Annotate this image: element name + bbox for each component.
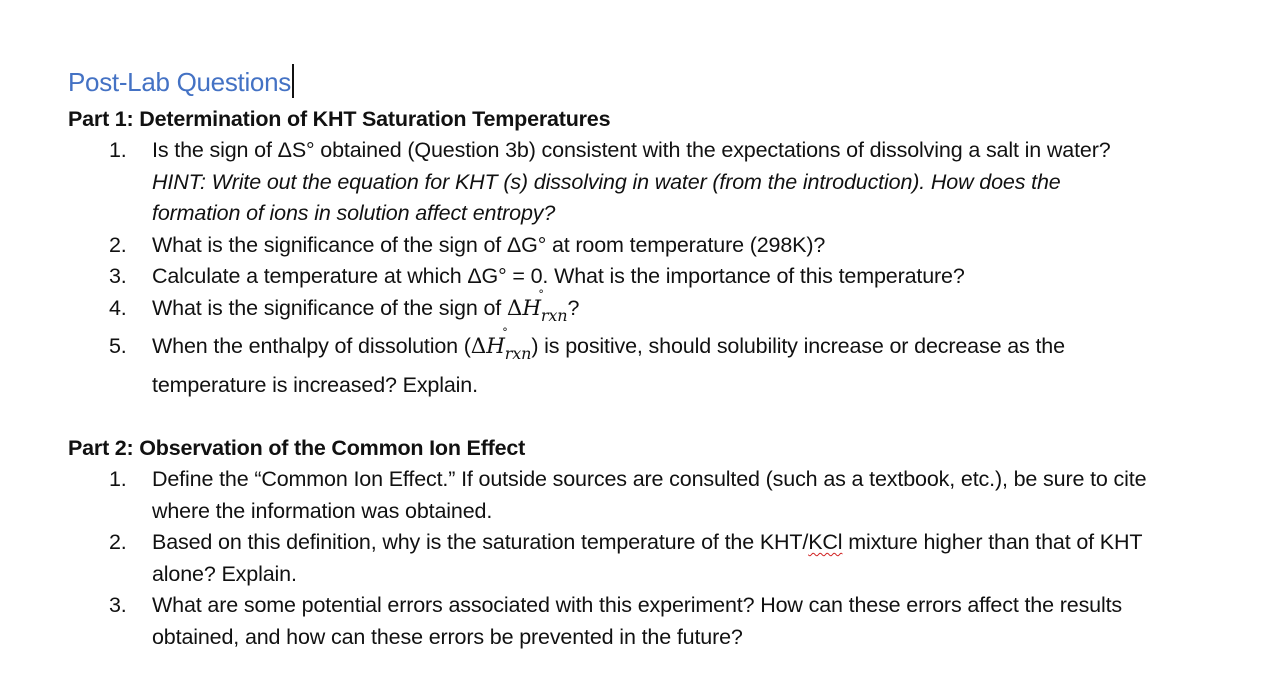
list-number: 3.	[109, 593, 127, 617]
part-1-title: Part 1: Determination of KHT Saturation Temperatures	[68, 107, 611, 131]
enthalpy-of-reaction-symbol: ΔH ° $_{rxn}$	[470, 326, 532, 363]
part-1-question-4	[68, 287, 1248, 332]
question-text-end: mixture higher than that of KHT alone? Explain.	[152, 530, 1142, 586]
part-2-question-list	[68, 464, 1248, 653]
question-text: Is the sign of ΔS° obtained (Question 3b) consistent with the expectations of dissolving a salt in water?	[152, 138, 1111, 162]
list-number: 2.	[109, 530, 127, 554]
question-text-start: What is the significance of the sign of	[152, 295, 507, 320]
part-1-question-list	[68, 135, 1248, 401]
spellcheck-flagged-word[interactable]: KCl	[808, 530, 843, 554]
paragraph-spacer	[68, 401, 1248, 433]
part-1-question-3	[68, 261, 1248, 293]
list-number: 1.	[109, 467, 127, 491]
question-text-end: ?	[567, 295, 580, 320]
list-number: 1.	[109, 138, 127, 162]
question-text-start: Based on this definition, why is the saturation temperature of the KHT/	[152, 530, 809, 554]
question-text: Define the “Common Ion Effect.” If outside sources are consulted (such as a textbook, etc.), be sure to cite where the information was obtained.	[152, 467, 1147, 523]
document-body[interactable]	[68, 60, 1248, 653]
question-text	[152, 287, 1152, 332]
enthalpy-of-reaction-symbol: ΔH ° $_{rxn}$	[506, 287, 568, 325]
list-number: 5.	[109, 334, 127, 358]
question-text: What are some potential errors associated with this experiment? How can these errors affect the results obtained, and how can these errors be prevented in the future?	[152, 593, 1123, 649]
question-text-start: When the enthalpy of dissolution (	[152, 334, 471, 358]
question-text: What is the significance of the sign of ΔG° at room temperature (298K)?	[152, 232, 826, 257]
part-1-question-5	[68, 326, 1248, 401]
part-1-question-1	[68, 135, 1248, 230]
part-2-question-1	[68, 464, 1248, 527]
part-2-title: Part 2: Observation of the Common Ion Effect	[68, 436, 526, 460]
list-number: 2.	[109, 232, 127, 257]
question-text	[152, 326, 1152, 401]
question-text	[152, 527, 1152, 590]
part-2-question-3	[68, 590, 1248, 653]
question-text: Calculate a temperature at which ΔG° = 0. What is the importance of this temperature?	[152, 264, 965, 288]
question-text-end: ) is positive, should solubility increase or decrease as the temperature is increased? Explain.	[152, 334, 1065, 397]
part-2-question-2	[68, 527, 1248, 590]
text-cursor	[292, 64, 294, 98]
list-number: 3.	[109, 264, 127, 288]
part-1-question-2	[68, 230, 1248, 262]
page-title: Post-Lab Questions	[68, 60, 1248, 104]
hint-text: HINT: Write out the equation for KHT (s) dissolving in water (from the introduction). How does the formation of ions in solution affect entropy?	[152, 169, 1061, 225]
list-number: 4.	[109, 295, 127, 320]
